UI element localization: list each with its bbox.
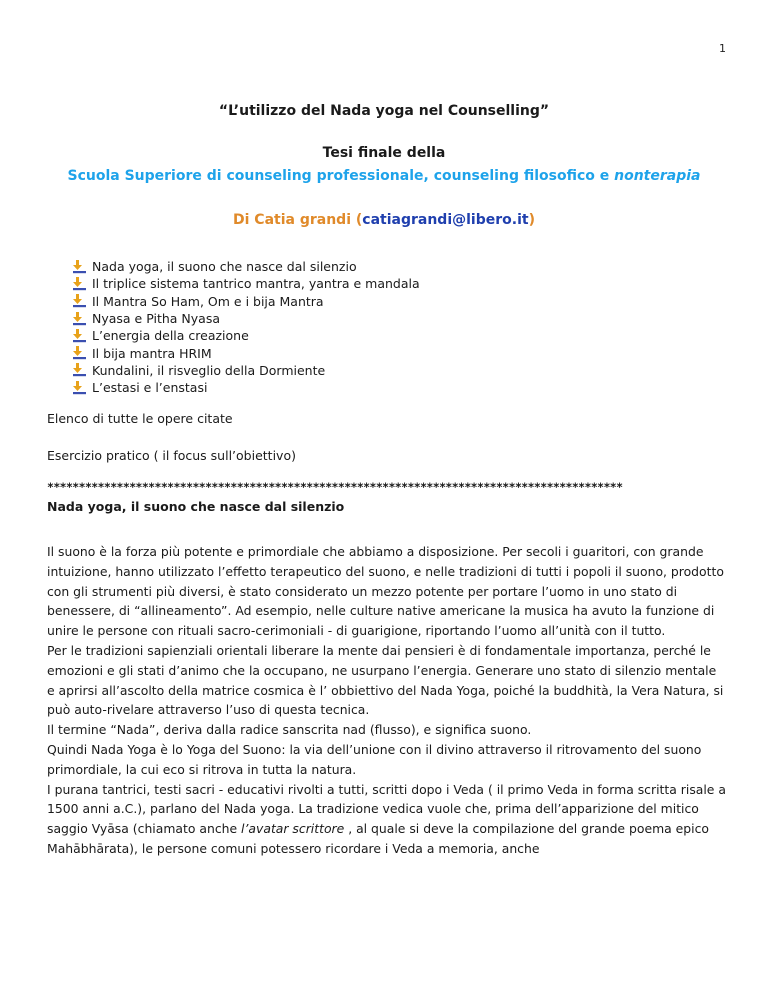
- school-name: [0, 168, 768, 184]
- toc-item: [72, 275, 420, 292]
- toc-item-label: Kundalini, il risveglio della Dormiente: [92, 362, 326, 378]
- toc-item: [72, 258, 420, 275]
- arrow-down-bar-icon: [72, 312, 90, 326]
- body-text: [47, 542, 727, 859]
- toc-item: [72, 293, 420, 310]
- toc-item: [72, 379, 420, 396]
- page-number: 1: [719, 42, 726, 55]
- document-subtitle: Tesi finale della: [322, 145, 446, 161]
- toc-item: [72, 310, 420, 327]
- body-paragraph-last: [47, 780, 727, 859]
- section-heading: Nada yoga, il suono che nasce dal silenzio: [47, 499, 345, 514]
- toc-item-label: L’estasi e l’enstasi: [92, 380, 208, 396]
- toc-item-label: Il bija mantra HRIM: [92, 345, 212, 361]
- arrow-down-bar-icon: [72, 260, 90, 274]
- toc-item-label: Nyasa e Pitha Nyasa: [92, 311, 220, 327]
- author-suffix: ): [528, 212, 535, 228]
- body-paragraph: Il termine “Nada”, deriva dalla radice sanscrita nad (flusso), e significa suono.: [47, 722, 532, 738]
- arrow-down-bar-icon: [72, 277, 90, 291]
- arrow-down-bar-icon: [72, 363, 90, 377]
- last-paragraph-part: I purana tantrici, testi sacri - educativi rivolti a tutti, scritti dopo i Veda ( il primo Veda in forma scritta risale a 1500 anni a.C.), parlano del Nada yoga. La tradizione vedica vuole che, prima dell’apparizione del mitico saggio Vyāsa (chiamato anche: [47, 781, 726, 837]
- last-paragraph-part: , al quale si deve la compilazione del grande poema epico Mahābhārata), le persone comuni potessero ricordare i Veda a memoria, anche: [47, 821, 709, 856]
- body-paragraph: Il suono è la forza più potente e primordiale che abbiamo a disposizione. Per secoli i guaritori, con grande intuizione, hanno utilizzato l’effetto terapeutico del suono, e nelle tradizioni di tutti i popoli il suono, prodotto con gli strumenti più diversi, è stato considerato un mezzo potente per portare l’uomo in uno stato di benessere, di “allineamento”. Ad esempio, nelle culture native americane la musica ha avuto la funzione di unire le persone con rituali sacro-cerimoniali - di guarigione, riportando l’uomo all’unità con il tutto.: [47, 544, 724, 639]
- body-paragraph: Quindi Nada Yoga è lo Yoga del Suono: la via dell’unione con il divino attraverso il ritrovamento del suono primordiale, la cui eco si ritrova in tutta la natura.: [47, 741, 702, 777]
- document-title: “L’utilizzo del Nada yoga nel Counselling”: [218, 103, 550, 119]
- toc-item: [72, 344, 420, 361]
- school-name-main: Scuola Superiore di counseling professionale, counseling filosofico e: [67, 168, 615, 184]
- works-cited-line: Elenco di tutte le opere citate: [47, 411, 233, 426]
- arrow-down-bar-icon: [72, 329, 90, 343]
- author-prefix: Di Catia grandi (: [233, 212, 363, 228]
- body-paragraph: Per le tradizioni sapienziali orientali liberare la mente dai pensieri è di fondamentale importanza, perché le emozioni e gli stati d’animo che la occupano, ne usurpano l’energia. Generare uno stato di silenzio mentale e aprirsi all’ascolto della matrice cosmica è l’ obbiettivo del Nada Yoga, poiché la buddhità, la Vera Natura, si può auto-rivelare attraverso l’uso di questa tecnica.: [47, 642, 724, 718]
- toc-item-label: L’energia della creazione: [92, 328, 249, 344]
- arrow-down-bar-icon: [72, 346, 90, 360]
- toc-item-label: Nada yoga, il suono che nasce dal silenzio: [92, 259, 357, 275]
- arrow-down-bar-icon: [72, 294, 90, 308]
- arrow-down-bar-icon: [72, 381, 90, 395]
- table-of-contents: [72, 258, 420, 396]
- last-paragraph-italic: l’avatar scrittore: [241, 821, 345, 837]
- toc-item: [72, 362, 420, 379]
- author-email-link[interactable]: catiagrandi@libero.it: [362, 212, 529, 228]
- exercise-line: Esercizio pratico ( il focus sull’obiettivo): [47, 448, 296, 463]
- asterisk-separator: *******************************************************************************************: [47, 480, 623, 494]
- toc-item: [72, 327, 420, 344]
- school-name-italic: nonterapia: [614, 168, 701, 184]
- toc-item-label: Il Mantra So Ham, Om e i bija Mantra: [92, 293, 324, 309]
- toc-item-label: Il triplice sistema tantrico mantra, yantra e mandala: [92, 276, 420, 292]
- author-line: [0, 212, 768, 228]
